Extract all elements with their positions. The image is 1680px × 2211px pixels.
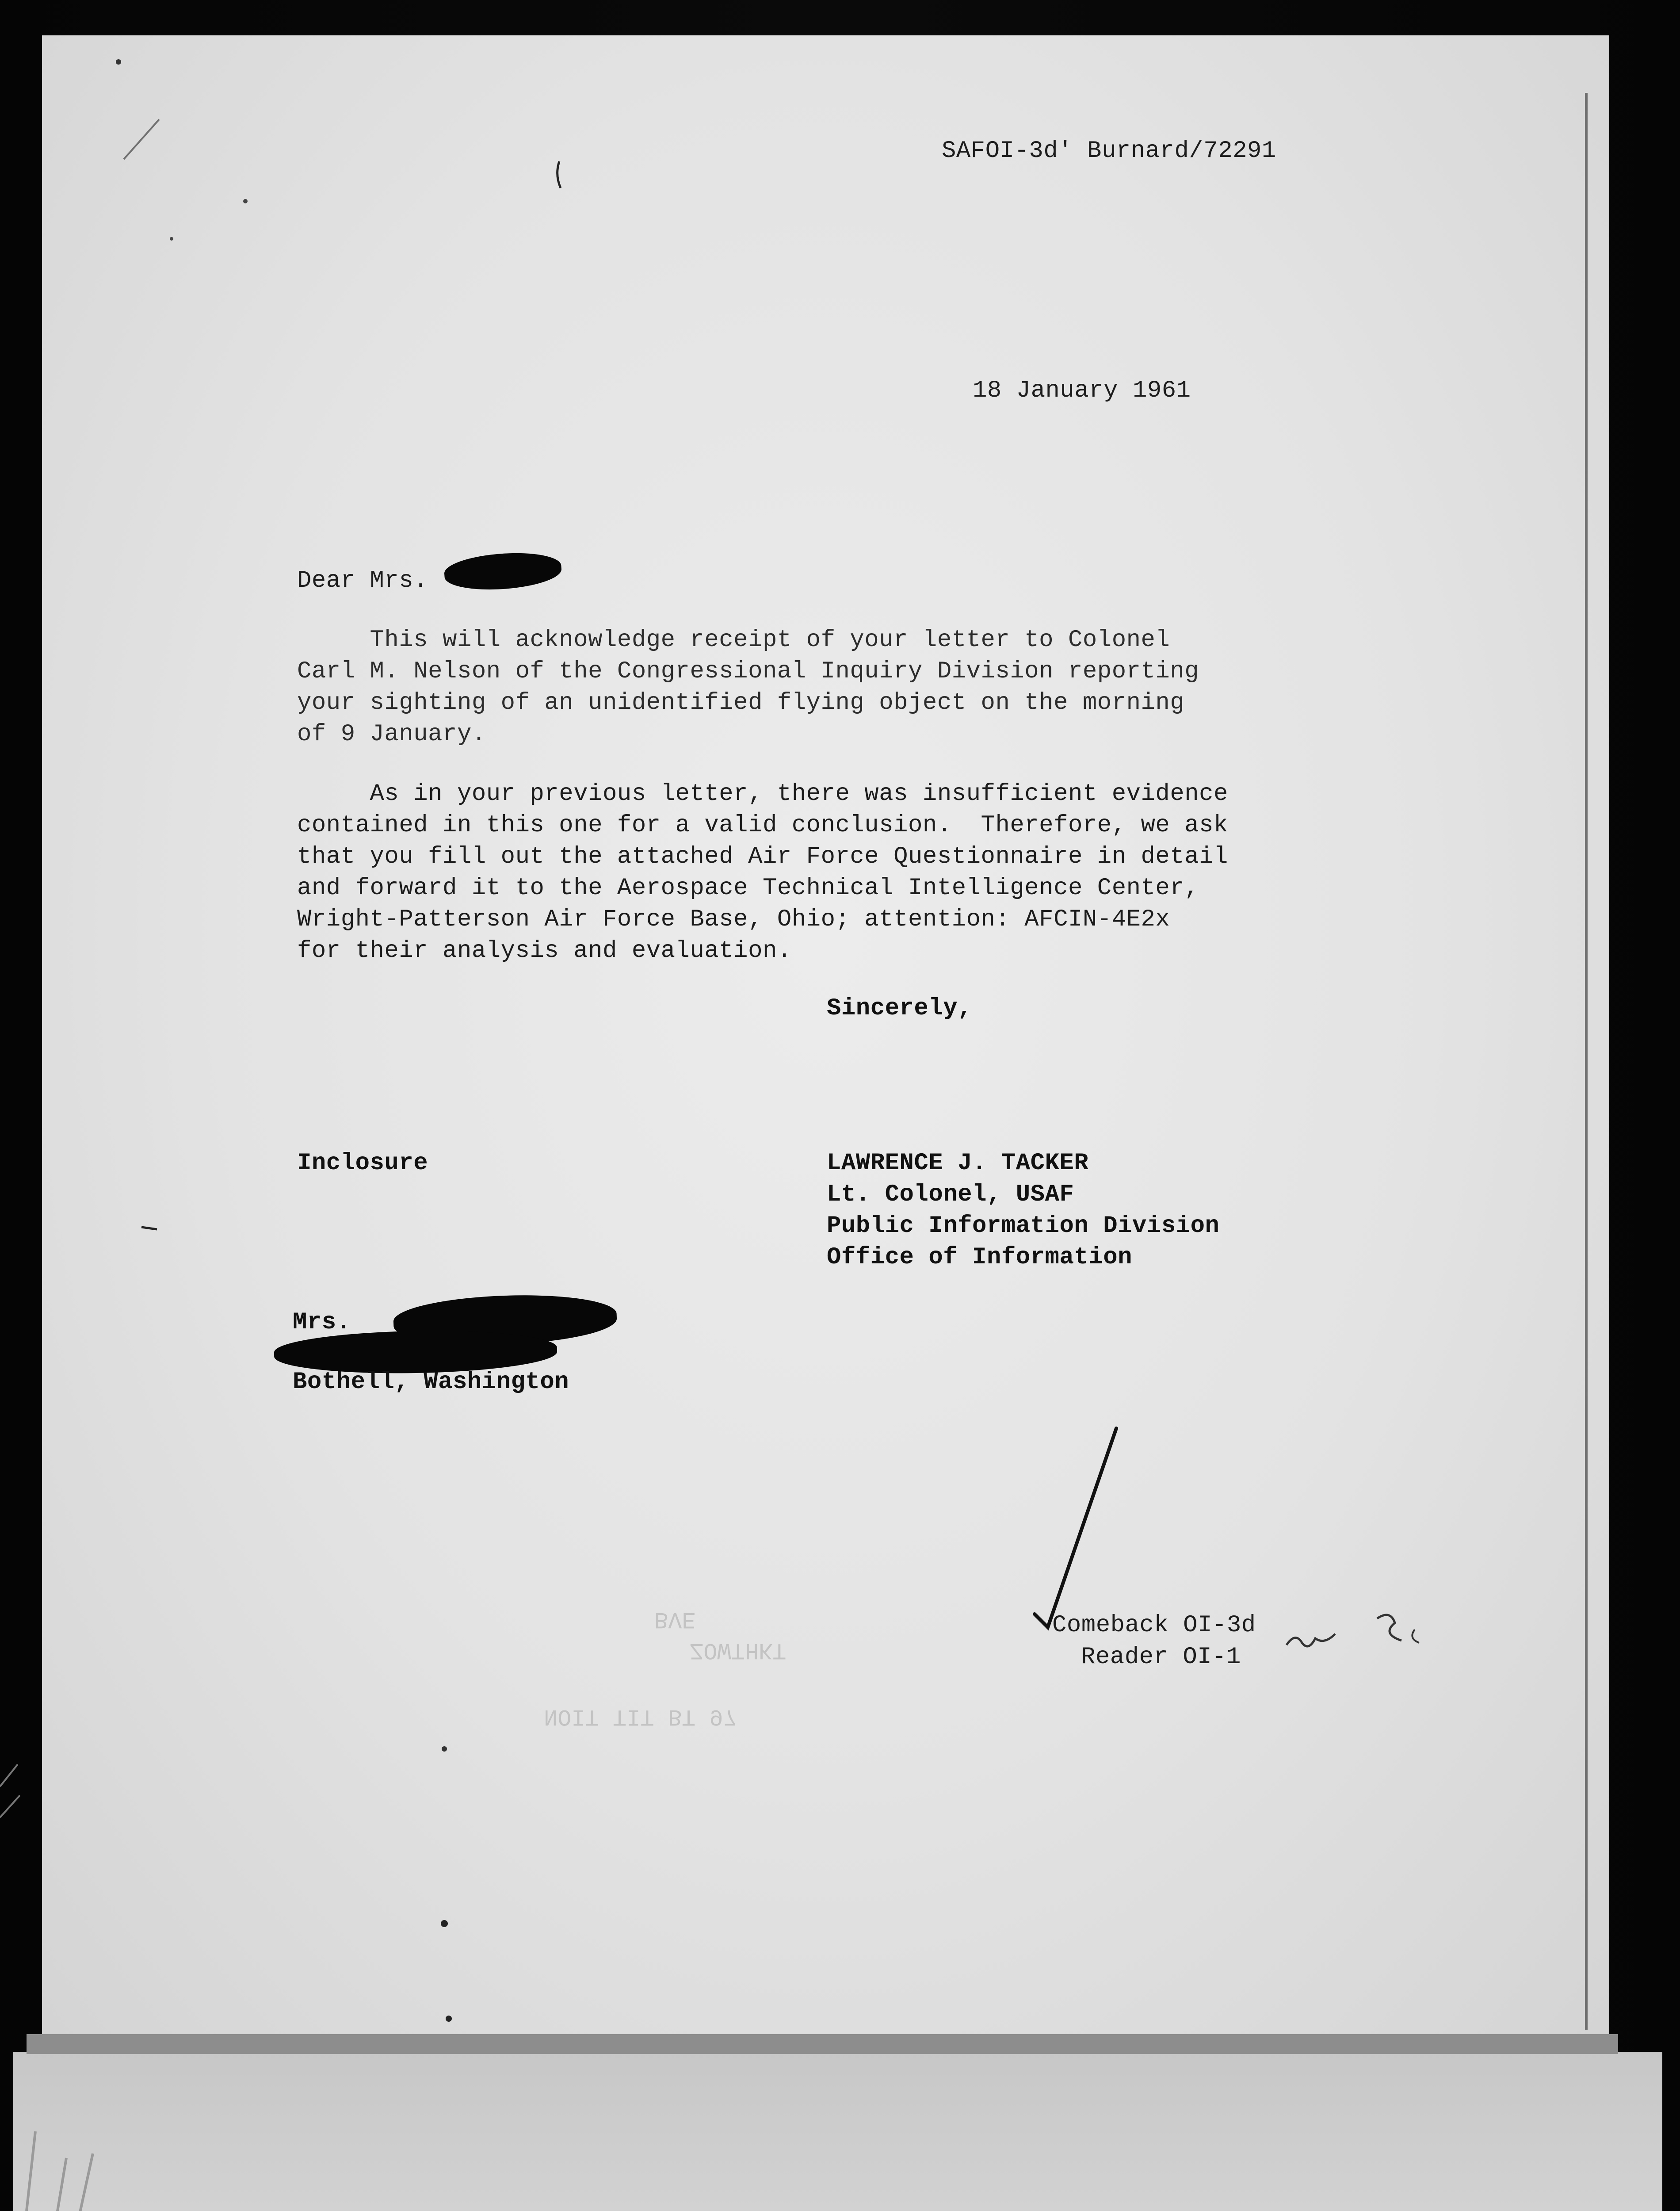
addressee-city: Bothell, Washington bbox=[293, 1369, 569, 1396]
paragraph-2-line-3: that you fill out the attached Air Force Questionnaire in detail bbox=[297, 843, 1228, 870]
handwritten-initials bbox=[1282, 1592, 1481, 1680]
signer-rank: Lt. Colonel, USAF bbox=[827, 1181, 1074, 1208]
paragraph-1-line-4: of 9 January. bbox=[297, 721, 486, 748]
routing-line-2: Reader OI-1 bbox=[1081, 1644, 1241, 1671]
paragraph-2-line-1: As in your previous letter, there was insufficient evidence bbox=[297, 780, 1228, 807]
salutation: Dear Mrs. bbox=[297, 567, 428, 594]
closing: Sincerely, bbox=[827, 995, 973, 1022]
addressee-prefix: Mrs. bbox=[293, 1309, 351, 1336]
paragraph-2-line-5: Wright-Patterson Air Force Base, Ohio; attention: AFCIN-4E2x bbox=[297, 906, 1170, 933]
paragraph-2-line-2: contained in this one for a valid conclusion. Therefore, we ask bbox=[297, 812, 1228, 839]
show-through-text: BVE bbox=[654, 1606, 696, 1632]
paragraph-1-line-2: Carl M. Nelson of the Congressional Inquiry Division reporting bbox=[297, 658, 1199, 685]
signer-division: Public Information Division bbox=[827, 1213, 1220, 1239]
signer-office: Office of Information bbox=[827, 1244, 1133, 1271]
show-through-text: NOIT TIT BT 97 bbox=[544, 1703, 737, 1729]
enclosure-note: Inclosure bbox=[297, 1150, 428, 1177]
file-reference: SAFOI-3d' Burnard/72291 bbox=[942, 138, 1276, 164]
show-through-text: ZOWTHKT bbox=[690, 1637, 787, 1663]
letter-date: 18 January 1961 bbox=[973, 377, 1191, 404]
paragraph-1-line-1: This will acknowledge receipt of your letter to Colonel bbox=[297, 627, 1170, 654]
paragraph-2-line-4: and forward it to the Aerospace Technical Intelligence Center, bbox=[297, 875, 1199, 902]
paragraph-2-line-6: for their analysis and evaluation. bbox=[297, 937, 792, 964]
paragraph-1-line-3: your sighting of an unidentified flying object on the morning bbox=[297, 689, 1185, 716]
routing-line-1: Comeback OI-3d bbox=[1052, 1612, 1256, 1639]
signer-name: LAWRENCE J. TACKER bbox=[827, 1150, 1089, 1177]
